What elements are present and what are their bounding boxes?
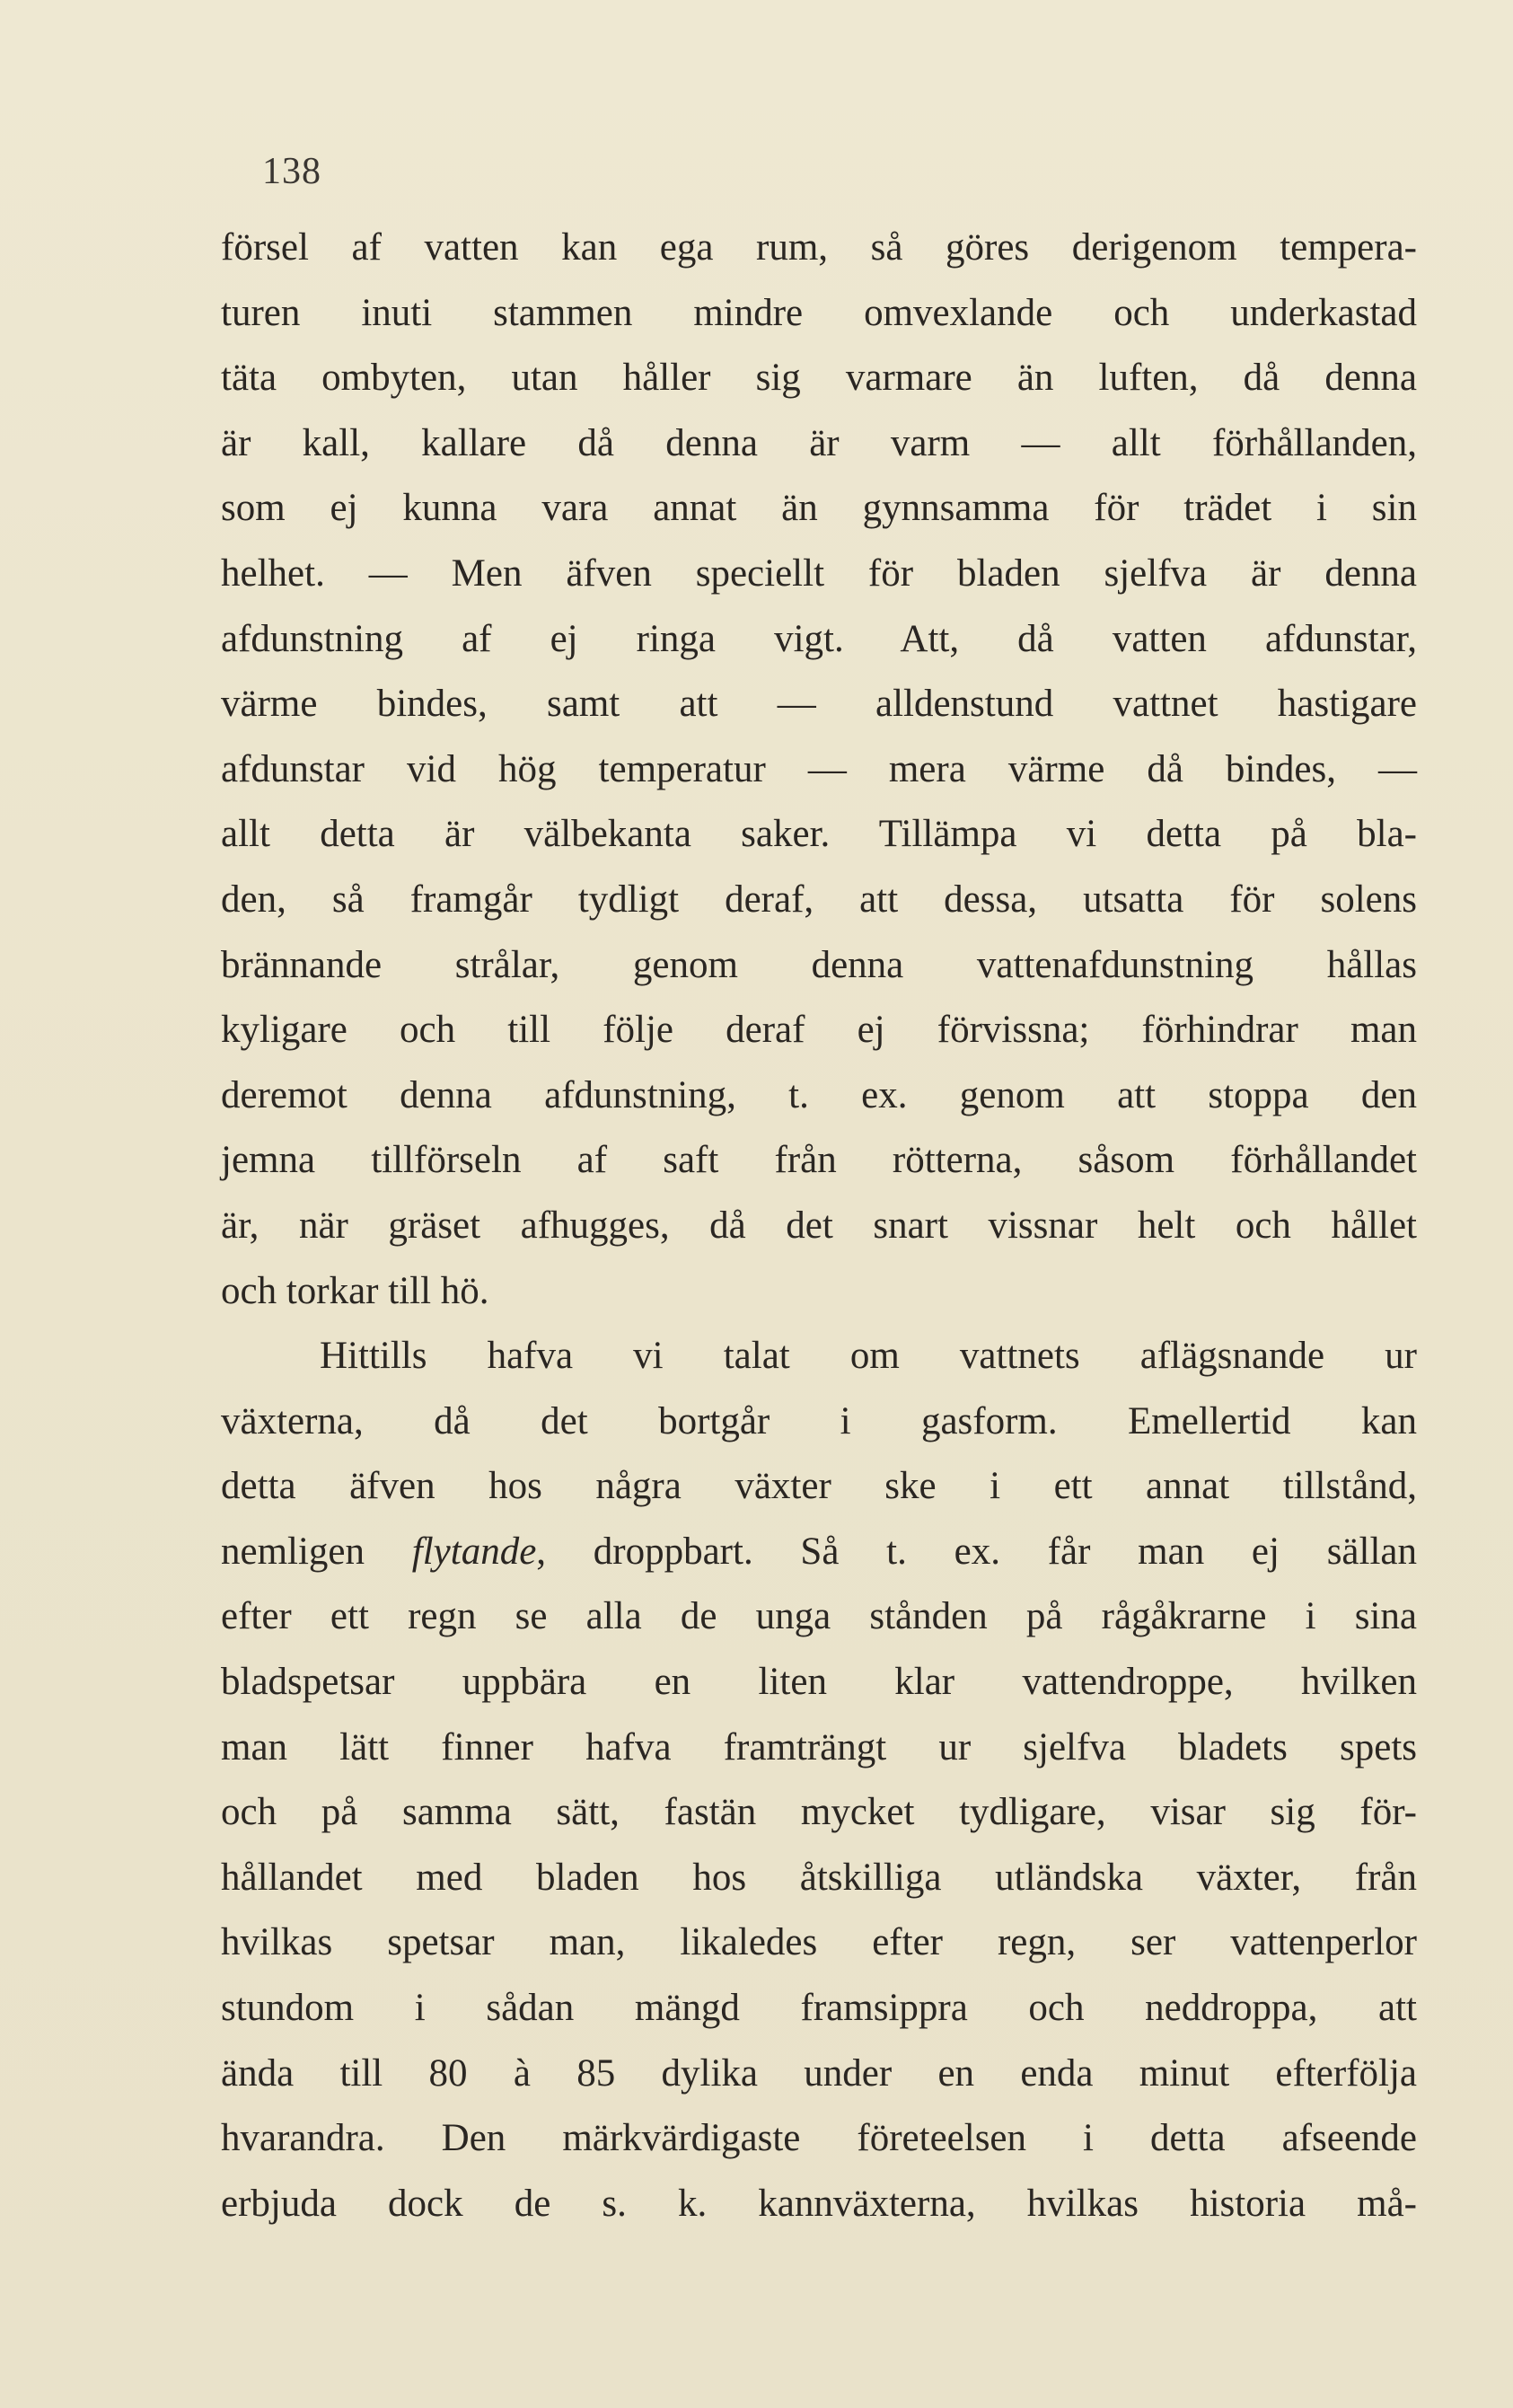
text-line: allt detta är välbekanta saker. Tillämpa vi detta på bla- [221,813,1417,856]
body-text [221,216,1417,2236]
text-line: den, så framgår tydligt deraf, att dessa, utsatta för solens [221,878,1417,921]
text-line: stundom i sådan mängd framsippra och neddroppa, att [221,1987,1417,2030]
text-line [221,1520,1417,1585]
text-line: är, när gräset afhugges, då det snart vissnar helt och hållet [221,1204,1417,1247]
text-line: brännande strålar, genom denna vattenafdunstning hållas [221,943,1417,986]
text-line: hållandet med bladen hos åtskilliga utländska växter, från [221,1856,1417,1899]
text-line: efter ett regn se alla de unga stånden på rågåkrarne i sina [221,1595,1417,1638]
text-line: ända till 80 à 85 dylika under en enda minut efterfölja [221,2051,1417,2095]
text-line: jemna tillförseln af saft från rötterna, såsom förhållandet [221,1139,1417,1182]
text-line: och torkar till hö. [221,1269,489,1312]
text-line: turen inuti stammen mindre omvexlande och underkastad [221,291,1417,334]
text-segment: nemligen [221,1530,412,1573]
text-line: och på samma sätt, fastän mycket tydligare, visar sig för- [221,1791,1417,1834]
text-line: afdunstning af ej ringa vigt. Att, då vatten afdunstar, [221,617,1417,660]
text-line: försel af vatten kan ega rum, så göres derigenom tempera- [221,226,1417,269]
italic-word: flytande [411,1530,537,1573]
text-line: Hittills hafva vi talat om vattnets aflägsnande ur [320,1335,1417,1378]
text-line: bladspetsar uppbära en liten klar vattendroppe, hvilken [221,1661,1417,1704]
text-line: helhet. — Men äfven speciellt för bladen sjelfva är denna [221,551,1417,595]
text-line: deremot denna afdunstning, t. ex. genom att stoppa den [221,1073,1417,1116]
text-line: hvarandra. Den märkvärdigaste företeelsen i detta afseende [221,2117,1417,2160]
page-number: 138 [262,151,321,192]
text-line: detta äfven hos några växter ske i ett annat tillstånd, [221,1465,1417,1508]
text-line: täta ombyten, utan håller sig varmare än luften, då denna [221,357,1417,400]
text-line: som ej kunna vara annat än gynnsamma för trädet i sin [221,487,1417,530]
text-line: är kall, kallare då denna är varm — allt förhållanden, [221,421,1417,464]
text-segment: , droppbart. Så t. ex. får man ej sällan [536,1530,1418,1573]
text-line: värme bindes, samt att — alldenstund vattnet hastigare [221,683,1417,726]
text-line: man lätt finner hafva framträngt ur sjelfva bladets spets [221,1725,1417,1769]
text-line: kyligare och till följe deraf ej förvissna; förhindrar man [221,1009,1417,1052]
text-line: hvilkas spetsar man, likaledes efter regn, ser vattenperlor [221,1921,1417,1964]
text-line: växterna, då det bortgår i gasform. Emellertid kan [221,1399,1417,1442]
text-line: erbjuda dock de s. k. kannväxterna, hvilkas historia må- [221,2182,1417,2225]
text-line: afdunstar vid hög temperatur — mera värme då bindes, — [221,747,1417,790]
